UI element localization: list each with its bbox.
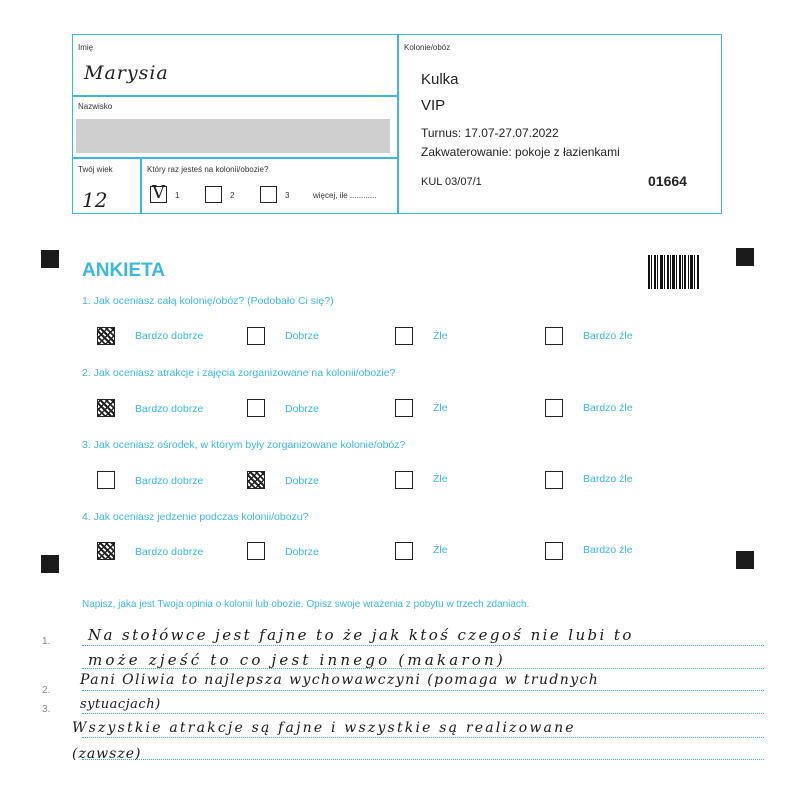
q3-option-bad[interactable] xyxy=(395,471,413,489)
divider xyxy=(397,34,399,214)
accommodation: Zakwaterowanie: pokoje z łazienkami xyxy=(421,145,620,159)
question-3: 3. Jak oceniasz ośrodek, w którym były zorganizowane kolonie/obóz? xyxy=(82,439,406,451)
times-option-label: 1 xyxy=(175,191,180,200)
option-label: Dobrze xyxy=(285,403,319,415)
name-label: Imię xyxy=(78,43,94,52)
survey-title: ANKIETA xyxy=(82,260,166,281)
q1-option-good[interactable] xyxy=(247,327,265,345)
line-number: 1. xyxy=(42,636,51,647)
answer-line xyxy=(82,690,764,691)
camp-label: Kolonie/obóz xyxy=(404,43,451,52)
q2-option-very-good[interactable] xyxy=(97,399,115,417)
q1-option-bad[interactable] xyxy=(395,327,413,345)
times-option-label: 3 xyxy=(285,191,290,200)
handwritten-answer-line[interactable]: może zjeść to co jest innego (makaron) xyxy=(88,651,506,669)
divider xyxy=(72,95,398,97)
surname-field-redacted xyxy=(76,119,390,153)
name-field[interactable]: Marysia xyxy=(84,62,169,84)
registration-marker xyxy=(41,250,59,268)
handwritten-answer-line[interactable]: Na stołówce jest fajne to że jak ktoś czegoś nie lubi to xyxy=(88,626,634,644)
q4-option-bad[interactable] xyxy=(395,542,413,560)
camp-code: KUL 03/07/1 xyxy=(421,176,482,188)
times-label: Który raz jesteś na kolonii/obozie? xyxy=(147,165,269,174)
times-more-label: więcej, ile ............ xyxy=(313,191,377,200)
barcode-icon xyxy=(648,255,700,289)
q1-option-very-bad[interactable] xyxy=(545,327,563,345)
times-checkbox-2[interactable] xyxy=(205,186,222,203)
handwritten-answer-line[interactable]: Pani Oliwia to najlepsza wychowawczyni (pomaga w trudnych xyxy=(80,672,600,688)
answer-line xyxy=(82,737,764,738)
registration-marker xyxy=(736,551,754,569)
q4-option-good[interactable] xyxy=(247,542,265,560)
option-label: Dobrze xyxy=(285,330,319,342)
option-label: Bardzo dobrze xyxy=(135,546,204,558)
option-label: Bardzo dobrze xyxy=(135,330,204,342)
q3-option-very-bad[interactable] xyxy=(545,471,563,489)
handwritten-answer-line[interactable]: Wszystkie atrakcje są fajne i wszystkie są realizowane xyxy=(72,720,576,736)
q2-option-good[interactable] xyxy=(247,399,265,417)
q2-option-bad[interactable] xyxy=(395,399,413,417)
question-4: 4. Jak oceniasz jedzenie podczas kolonii/obozu? xyxy=(82,511,309,523)
times-option-label: 2 xyxy=(230,191,235,200)
registration-marker xyxy=(736,248,754,266)
option-label: Bardzo dobrze xyxy=(135,403,204,415)
option-label: Bardzo źle xyxy=(583,544,633,556)
option-label: Dobrze xyxy=(285,475,319,487)
times-checkbox-3[interactable] xyxy=(260,186,277,203)
option-label: Źle xyxy=(433,330,448,342)
answer-line xyxy=(82,713,764,714)
q4-option-very-good[interactable] xyxy=(97,542,115,560)
option-label: Dobrze xyxy=(285,546,319,558)
divider xyxy=(140,157,142,214)
option-label: Bardzo źle xyxy=(583,473,633,485)
line-number: 2. xyxy=(42,685,51,696)
option-label: Bardzo źle xyxy=(583,330,633,342)
turnus: Turnus: 17.07-27.07.2022 xyxy=(421,126,559,140)
option-label: Źle xyxy=(433,402,448,414)
handwritten-answer-line[interactable]: (zawsze) xyxy=(72,746,142,762)
question-1: 1. Jak oceniasz całą kolonię/obóz? (Podobało Ci się?) xyxy=(82,295,334,307)
question-2: 2. Jak oceniasz atrakcje i zajęcia zorganizowane na kolonii/obozie? xyxy=(82,367,396,379)
line-number: 3. xyxy=(42,704,51,715)
option-label: Źle xyxy=(433,473,448,485)
age-field[interactable]: 12 xyxy=(82,188,108,212)
q3-option-very-good[interactable] xyxy=(97,471,115,489)
opinion-prompt: Napisz, jaka jest Twoja opinia o kolonii lub obozie. Opisz swoje wrażenia z pobytu w trzech zdaniach. xyxy=(82,599,530,610)
handwritten-answer-line[interactable]: sytuacjach) xyxy=(80,697,161,712)
option-label: Bardzo źle xyxy=(583,402,633,414)
q3-option-good[interactable] xyxy=(247,471,265,489)
check-mark-icon: V xyxy=(152,182,165,203)
age-label: Twój wiek xyxy=(78,165,113,174)
camp-type: VIP xyxy=(421,97,446,114)
answer-line xyxy=(82,759,764,760)
option-label: Źle xyxy=(433,544,448,556)
answer-line xyxy=(82,645,764,646)
option-label: Bardzo dobrze xyxy=(135,475,204,487)
q1-option-very-good[interactable] xyxy=(97,327,115,345)
registration-marker xyxy=(41,555,59,573)
form-number: 01664 xyxy=(648,173,687,189)
divider xyxy=(72,157,398,159)
camp-name: Kulka xyxy=(421,71,459,88)
surname-label: Nazwisko xyxy=(78,102,113,111)
q4-option-very-bad[interactable] xyxy=(545,542,563,560)
q2-option-very-bad[interactable] xyxy=(545,399,563,417)
